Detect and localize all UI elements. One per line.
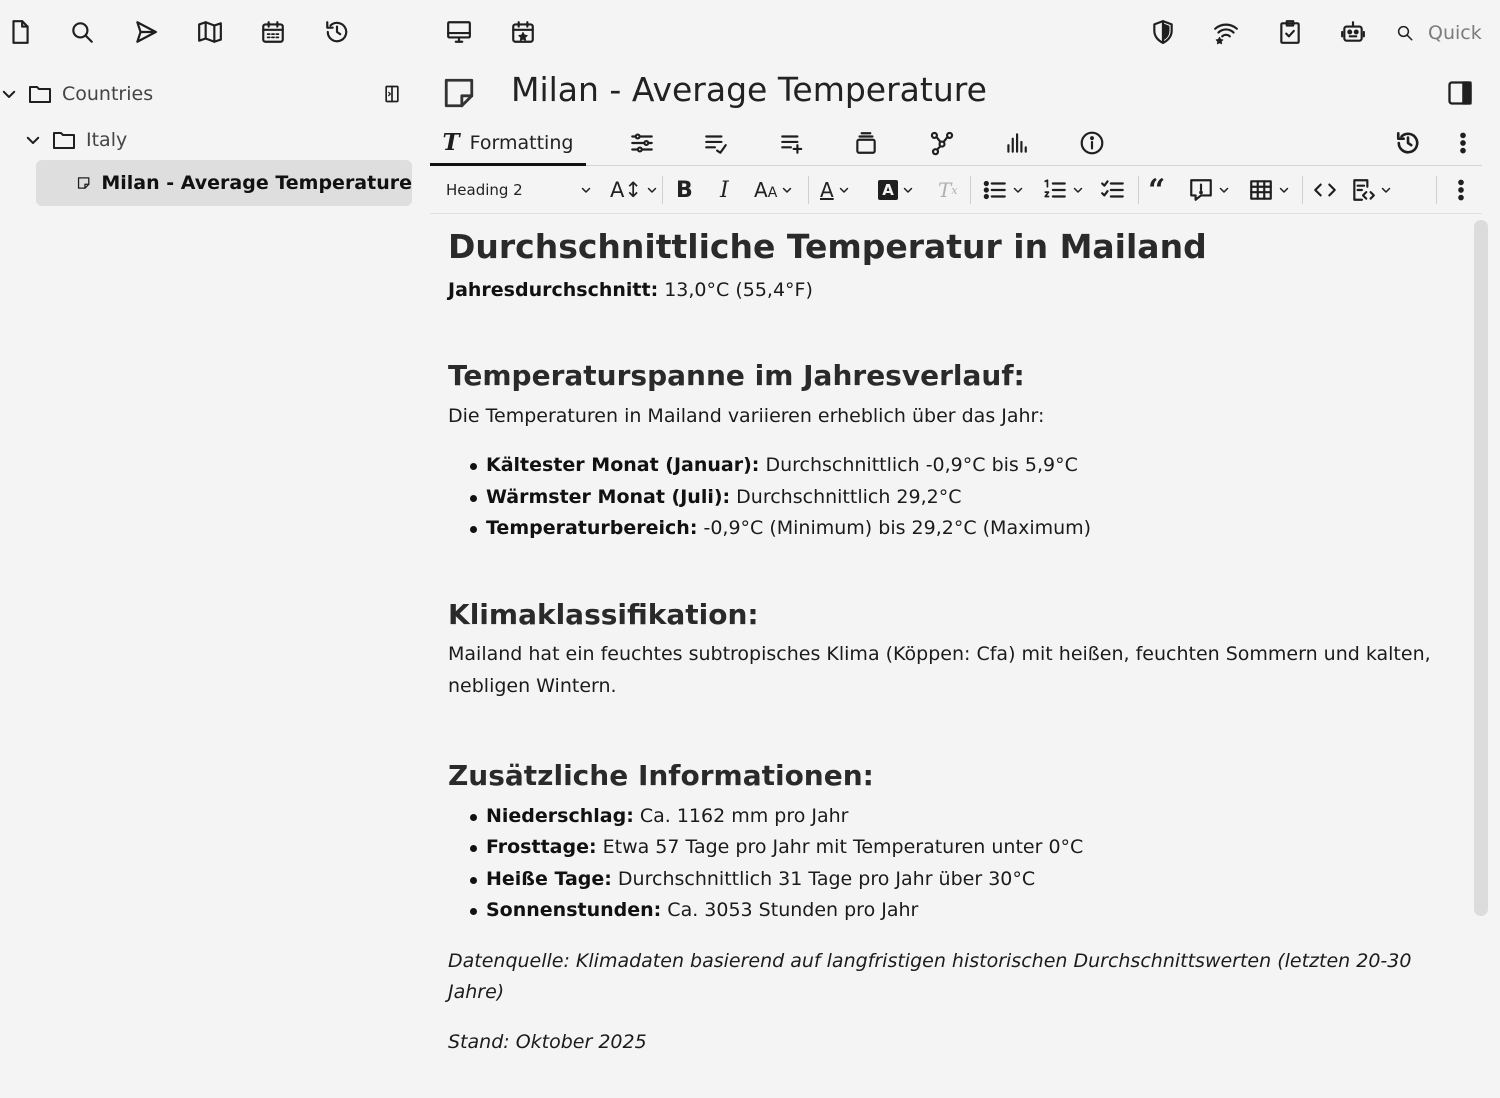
note-properties-icon[interactable] xyxy=(624,122,660,164)
source-text: Datenquelle: Klimadaten basierend auf langfristigen historischen Durchschnittswerten (letzten 20-30 Jahre) xyxy=(448,949,1412,1004)
today-icon[interactable] xyxy=(507,16,539,48)
recent-changes-icon[interactable] xyxy=(321,16,353,48)
chevron-down-icon xyxy=(838,184,850,196)
toggle-right-pane-icon[interactable] xyxy=(1446,79,1476,109)
bold-icon[interactable]: B xyxy=(676,177,693,203)
tree-item-countries[interactable] xyxy=(0,72,410,116)
list-item-value: Ca. 3053 Stunden pro Jahr xyxy=(661,899,919,922)
span-intro-paragraph: Die Temperaturen in Mailand variieren erheblich über das Jahr: xyxy=(448,404,1045,427)
tree-item-italy[interactable] xyxy=(24,118,404,162)
list-item-value: Etwa 57 Tage pro Jahr mit Temperaturen unter 0°C xyxy=(596,836,1084,859)
admonition-button[interactable] xyxy=(1188,174,1230,206)
list-item-value: -0,9°C (Minimum) bis 29,2°C (Maximum) xyxy=(697,517,1092,540)
chevron-down-icon[interactable] xyxy=(24,131,42,149)
font-size-button[interactable] xyxy=(610,174,658,206)
quick-search-placeholder[interactable]: Quick xyxy=(1428,22,1482,44)
annual-average-paragraph xyxy=(448,275,1458,307)
folder-icon xyxy=(28,82,52,106)
more-options-icon[interactable] xyxy=(1450,122,1476,164)
note-info-icon[interactable] xyxy=(1074,122,1110,164)
list-item-label: Frosttage: xyxy=(486,836,597,859)
calendar-icon[interactable] xyxy=(257,16,289,48)
text-case-icon: AA xyxy=(754,178,778,202)
remove-format-icon[interactable]: T x xyxy=(938,178,958,202)
content-heading-span: Temperaturspanne im Jahresverlauf: xyxy=(448,359,1025,393)
bulleted-list-button[interactable] xyxy=(982,174,1024,206)
search-icon[interactable] xyxy=(66,16,98,48)
ribbon-tabs xyxy=(430,122,1482,166)
list-item-value: Durchschnittlich 29,2°C xyxy=(730,485,962,508)
toolbar-more-icon[interactable] xyxy=(1448,174,1474,206)
chevron-down-icon xyxy=(646,184,658,196)
numbered-list-button[interactable] xyxy=(1042,174,1084,206)
font-color-button[interactable] xyxy=(820,174,850,206)
tab-label: Formatting xyxy=(469,131,574,154)
list-item-label: Niederschlag: xyxy=(486,804,634,827)
chevron-down-icon xyxy=(781,184,793,196)
numbered-list-icon xyxy=(1042,177,1068,203)
table-button[interactable] xyxy=(1248,174,1290,206)
annual-average-value: 13,0°C (55,4°F) xyxy=(658,278,813,301)
list-item-value: Durchschnittlich -0,9°C bis 5,9°C xyxy=(759,454,1078,477)
climate-paragraph: Mailand hat ein feuchtes subtropisches Klima (Köppen: Cfa) mit heißen, feuchten Sommern und kalten, nebligen Wintern. xyxy=(448,643,1431,697)
heading-select-value: Heading 2 xyxy=(446,181,523,199)
code-block-button[interactable] xyxy=(1350,174,1392,206)
note-icon xyxy=(76,172,91,194)
content-heading-main: Durchschnittliche Temperatur in Mailand xyxy=(448,227,1207,266)
note-title[interactable]: Milan - Average Temperature xyxy=(511,70,987,109)
chevron-down-icon xyxy=(902,184,914,196)
list-item-label: Kältester Monat (Januar): xyxy=(486,454,760,477)
tree-item-milan-note[interactable] xyxy=(36,160,412,206)
protected-session-icon[interactable] xyxy=(1147,16,1179,48)
jump-to-icon[interactable] xyxy=(130,16,162,48)
chevron-down-icon xyxy=(1278,184,1290,196)
quick-search-icon xyxy=(1396,24,1414,42)
list-item xyxy=(448,450,1458,482)
tree-item-label: Italy xyxy=(86,129,128,151)
formatting-icon: T xyxy=(442,129,460,156)
insert-attribute-icon[interactable] xyxy=(774,122,810,164)
list-item xyxy=(448,513,1458,545)
background-color-button[interactable] xyxy=(878,174,914,206)
note-type-icon[interactable] xyxy=(442,76,476,110)
extra-info-list xyxy=(448,801,1458,927)
collapse-tree-icon[interactable] xyxy=(382,84,402,104)
date-paragraph xyxy=(448,1027,1458,1059)
todo-list-icon[interactable] xyxy=(1100,174,1126,206)
tree-item-label: Countries xyxy=(62,83,154,105)
sync-status-icon[interactable] xyxy=(1210,16,1242,48)
text-case-button[interactable] xyxy=(754,174,793,206)
chevron-down-icon xyxy=(1380,184,1392,196)
note-map-icon[interactable] xyxy=(924,122,960,164)
list-item-label: Wärmster Monat (Juli): xyxy=(486,485,731,508)
italic-icon[interactable]: I xyxy=(720,177,729,203)
heading-select[interactable] xyxy=(446,174,592,206)
ai-assistant-icon[interactable] xyxy=(1337,16,1369,48)
quick-search[interactable] xyxy=(1396,18,1482,48)
span-list xyxy=(448,450,1458,545)
bulleted-list-icon xyxy=(982,177,1008,203)
date-text: Stand: Oktober 2025 xyxy=(448,1030,647,1053)
list-item-value: Durchschnittlich 31 Tage pro Jahr über 30°C xyxy=(611,867,1036,890)
tab-formatting[interactable] xyxy=(430,122,586,166)
list-item xyxy=(448,801,1458,833)
note-content-editor[interactable] xyxy=(448,226,1458,1058)
chevron-down-icon xyxy=(580,184,592,196)
list-item-value: Ca. 1162 mm pro Jahr xyxy=(633,804,849,827)
note-revisions-icon[interactable] xyxy=(1392,122,1424,164)
tree-item-label: Milan - Average Temperature xyxy=(101,172,412,194)
font-color-icon: A xyxy=(820,178,834,202)
content-heading-extra: Zusätzliche Informationen: xyxy=(448,759,874,793)
chevron-down-icon xyxy=(1012,184,1024,196)
content-scrollbar[interactable] xyxy=(1474,220,1488,916)
format-toolbar xyxy=(430,166,1482,214)
edit-attributes-icon[interactable] xyxy=(698,122,734,164)
similar-notes-icon[interactable] xyxy=(848,122,884,164)
list-item-label: Heiße Tage: xyxy=(486,867,612,890)
list-item xyxy=(448,895,1458,927)
code-block-icon xyxy=(1350,177,1376,203)
note-tree-sidebar xyxy=(0,64,418,1098)
todo-icon[interactable] xyxy=(1274,16,1306,48)
list-item-label: Sonnenstunden: xyxy=(486,899,662,922)
chevron-down-icon[interactable] xyxy=(0,85,18,103)
annual-average-label: Jahresdurchschnitt: xyxy=(448,278,659,301)
new-note-icon[interactable] xyxy=(4,16,36,48)
admonition-icon xyxy=(1188,177,1214,203)
list-item-label: Temperaturbereich: xyxy=(486,517,698,540)
table-icon xyxy=(1248,177,1274,203)
note-stats-icon[interactable] xyxy=(998,122,1034,164)
desktop-icon[interactable] xyxy=(443,16,475,48)
chevron-down-icon xyxy=(1218,184,1230,196)
top-launcher-bar xyxy=(0,0,1500,64)
list-item xyxy=(448,864,1458,896)
font-size-icon: A↕ xyxy=(610,178,642,202)
code-icon[interactable] xyxy=(1312,174,1338,206)
blockquote-icon[interactable]: “ xyxy=(1148,172,1166,208)
background-color-icon: A xyxy=(878,180,898,200)
map-icon[interactable] xyxy=(194,16,226,48)
list-item xyxy=(448,482,1458,514)
folder-icon xyxy=(52,128,76,152)
chevron-down-icon xyxy=(1072,184,1084,196)
content-heading-climate: Klimaklassifikation: xyxy=(448,597,759,631)
source-paragraph xyxy=(448,946,1458,1009)
list-item xyxy=(448,832,1458,864)
